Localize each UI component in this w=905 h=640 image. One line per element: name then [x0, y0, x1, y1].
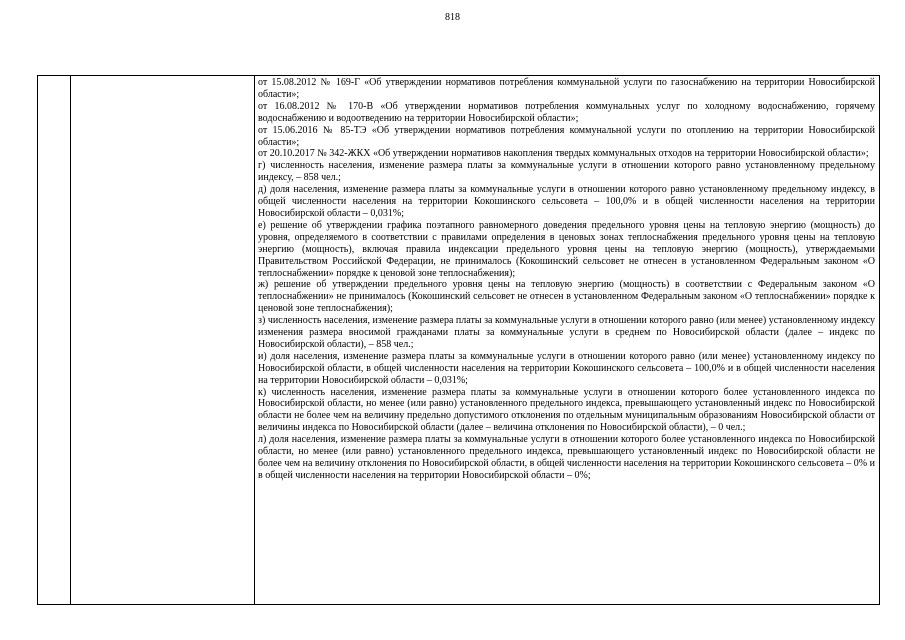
page-number: 818: [445, 12, 460, 23]
paragraph: и) доля населения, изменение размера платы за коммунальные услуги в отношении которого равно (или менее) установленному индексу по Новосибирской области, в общей численности населения на территории Кокошинского сельсовета – 100,0% и в общей численности населения на территории Новосибирской области – 0,031%;: [258, 350, 875, 386]
document-table: [37, 75, 880, 605]
table-cell-content: [255, 76, 880, 605]
paragraph: д) доля населения, изменение размера платы за коммунальные услуги в отношении которого равно установленному предельному индексу, в общей численности населения на территории Кокошинского сельсовета – 100,0% и в общей численности населения на территории Новосибирской области – 0,031%;: [258, 184, 875, 219]
paragraph: е) решение об утверждении графика поэтапного равномерного доведения предельного уровня цены на тепловую энергию (мощность) до уровня, определяемого в соответствии с правилами определения в ценовых зонах теплоснабжения предельного уровня цены на тепловую энергию (мощность), включая правила индексации предельного уровня цены на тепловую энергию (мощность), утверждаемыми Правительством Российской Федерации, не принималось (Кокошинский сельсовет не отнесен в установленном Федеральным законом «О теплоснабжении» порядке к ценовой зоне теплоснабжения);: [258, 219, 875, 279]
paragraph: от 15.06.2016 № 85-ТЭ «Об утверждении нормативов потребления коммунальной услуги по отоплению на территории Новосибирской области»;: [258, 124, 875, 148]
paragraph: от 15.08.2012 № 169-Г «Об утверждении нормативов потребления коммунальной услуги по газоснабжению на территории Новосибирской области»;: [258, 77, 875, 100]
table-row: [38, 76, 880, 605]
table-cell-name: [71, 76, 255, 605]
paragraph: от 20.10.2017 № 342-ЖКХ «Об утверждении нормативов накопления твердых коммунальных отходов на территории Новосибирской области»;: [258, 148, 869, 160]
table-cell-number: [38, 76, 71, 605]
paragraph: л) доля населения, изменение размера платы за коммунальные услуги в отношении которого более установленного индекса по Новосибирской области, но менее (или равно) установленного предельного индекса, превышающего установленный индекс по Новосибирской области не более чем на величину отклонения по Новосибирской области, в общей численности населения на территории Кокошинского сельсовета – 0% и в общей численности населения на территории Новосибирской области – 0%;: [258, 434, 875, 481]
paragraph: к) численность населения, изменение размера платы за коммунальные услуги в отношении которого более установленного индекса по Новосибирской области, но менее (или равно) установленного предельного индекса, превышающего установленный индекс по Новосибирской области не более чем на величину предельно допустимого отклонения по отдельным муниципальным образованиям Новосибирской области от величины индекса по Новосибирской области (далее – величина отклонения по Новосибирской области), – 0 чел.;: [258, 386, 875, 434]
paragraph: г) численность населения, изменение размера платы за коммунальные услуги в отношении которого равно установленному предельному индексу, – 858 чел.;: [258, 160, 875, 184]
paragraph: от 16.08.2012 № 170-В «Об утверждении нормативов потребления коммунальных услуг по холодному водоснабжению, горячему водоснабжению и водоотведению на территории Новосибирской области»;: [258, 100, 875, 124]
paragraph: з) численность населения, изменение размера платы за коммунальные услуги в отношении которого равно (или менее) установленному индексу изменения размера вносимой гражданами платы за коммунальные услуги в среднем по Новосибирской области (далее – индекс по Новосибирской области), – 858 чел.;: [258, 315, 875, 350]
paragraph: ж) решение об утверждении предельного уровня цены на тепловую энергию (мощность) в соответствии с Федеральным законом «О теплоснабжении» не принималось (Кокошинский сельсовет не отнесен в установленном Федеральным законом «О теплоснабжении» порядке к ценовой зоне теплоснабжения);: [258, 279, 875, 315]
